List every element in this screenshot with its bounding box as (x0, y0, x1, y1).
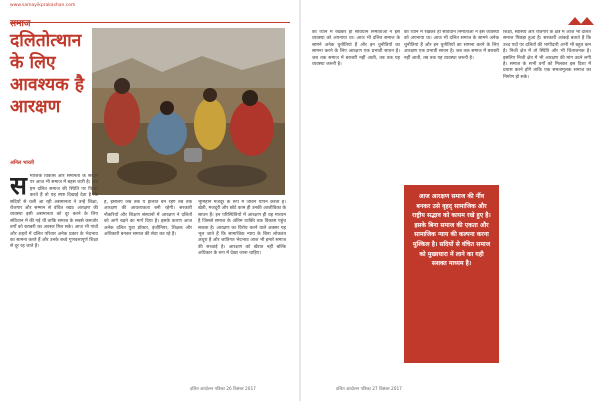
section-header (10, 11, 290, 29)
article-column-4b (404, 30, 499, 180)
article-column-5 (503, 30, 591, 380)
ornament-right-icon (580, 17, 594, 25)
column-text: माजिक विकास और समानता के सवाल पर आज भी समाज में बहस जारी है। जब हम दलित समाज की स्थिति पर विचार करते हैं तो यह स्पष्ट दिखाई देता है कि सदियों से चली आ रही असमानता ने उन्हें शिक्षा, रोजगार और सम्मान से वंचित रखा। आरक्षण की व्यवस्था इसी असमानता को दूर करने के लिए संविधान में की गई थी ताकि समाज के सबसे कमजोर वर्गों को बराबरी का अवसर मिल सके। आज भी गांवों और शहरों में दलित परिवार अनेक प्रकार के भेदभाव का सामना करते हैं और उनके बच्चे गुणवत्तापूर्ण शिक्षा से दूर रह जाते हैं। (10, 174, 98, 250)
article-column-3 (198, 200, 286, 380)
pull-quote-text: आज आरक्षण समाज की नींव बनकर उसे वृहद् सामाजिक और राष्ट्रीय सद्भाव को कायम रखे हुए है। इसके बिना समाज की एकता और सामाजिक न्याय की कल्पना करना मुश्किल है। सदियों से वंचित समाज को मुख्यधारा में लाने का यही सशक्त माध्यम है। (412, 193, 491, 268)
article-photo (92, 28, 285, 195)
column-text: शिक्षा, स्वास्थ्य और रोजगार के क्षेत्र में आज भी दलित समाज पिछड़ा हुआ है। सरकारी आंकड़े बताते हैं कि उच्च पदों पर दलितों की भागीदारी अभी भी बहुत कम है। निजी क्षेत्र में तो स्थिति और भी चिंताजनक है। इसलिए निजी क्षेत्र में भी आरक्षण की मांग उठने लगी है। समाज के सभी वर्गों को मिलकर इस दिशा में प्रयास करने होंगे ताकि एक समतामूलक समाज का निर्माण हो सके। (503, 30, 591, 80)
corner-ornament-icon (568, 4, 594, 25)
footer-left: दलित आंदोलन पत्रिका 26 दिसंबर 2017 (190, 387, 256, 392)
column-text: है, इसलिए जब तक ये हालात बने रहेंगे तब तक आरक्षण की आवश्यकता बनी रहेगी। सरकारी नौकरियों और शिक्षण संस्थानों में आरक्षण ने दलितों को आगे बढ़ने का मार्ग दिया है। इसके कारण आज अनेक दलित युवा डॉक्टर, इंजीनियर, शिक्षक और अधिकारी बनकर समाज की सेवा कर रहे हैं। (104, 200, 192, 238)
article-column-2 (104, 200, 192, 380)
site-url: www.samayikprakashan.com (10, 3, 76, 8)
column-text: को ध्यान में रखकर ही संविधान निर्माताओं ने इस व्यवस्था को अपनाया था। आज भी दलित समाज के सामने अनेक चुनौतियां हैं और इन चुनौतियों का सामना करने के लिए आरक्षण एक प्रभावी साधन है। जब तक समाज में बराबरी नहीं आती, तब तक यह व्यवस्था जरूरी है। (312, 30, 400, 68)
article-title (10, 30, 85, 118)
title-line: आरक्षण (10, 97, 61, 117)
footer-right: दलित आंदोलन पत्रिका 27 दिसंबर 2017 (336, 387, 402, 392)
title-line: दलितोत्थान (10, 31, 82, 51)
title-line: आवश्यक है (10, 75, 85, 95)
article-column-4 (312, 30, 400, 380)
title-line: के लिए (10, 53, 56, 73)
column-text: भूमिहीन मजदूर के रूप में जीवन यापन करता है। खेती, मजदूरी और छोटे काम ही उनकी आजीविका के साधन हैं। इन परिस्थितियों में आरक्षण ही वह माध्यम है जिससे समाज के अंतिम व्यक्ति तक विकास पहुंच सकता है। आरक्षण का विरोध करने वाले अक्सर यह भूल जाते हैं कि सामाजिक न्याय के बिना लोकतंत्र अधूरा है और जातिगत भेदभाव आज भी हमारे समाज की सच्चाई है। आरक्षण को खैरात नहीं बल्कि अधिकार के रूप में देखा जाना चाहिए। (198, 200, 286, 257)
page-gutter (299, 0, 301, 401)
column-text: को ध्यान में रखकर ही संविधान निर्माताओं ने इस व्यवस्था को अपनाया था। आज भी दलित समाज के सामने अनेक चुनौतियां हैं और इन चुनौतियों का सामना करने के लिए आरक्षण एक प्रभावी साधन है। जब तक समाज में बराबरी नहीं आती, तब तक यह व्यवस्था जरूरी है। (404, 30, 499, 61)
section-label: समाज (10, 19, 31, 29)
author-byline: अनिल भारती (10, 160, 35, 166)
drop-cap: स (10, 174, 27, 200)
article-column-1 (10, 174, 98, 379)
pull-quote (404, 185, 499, 363)
photo-illustration (92, 28, 285, 195)
